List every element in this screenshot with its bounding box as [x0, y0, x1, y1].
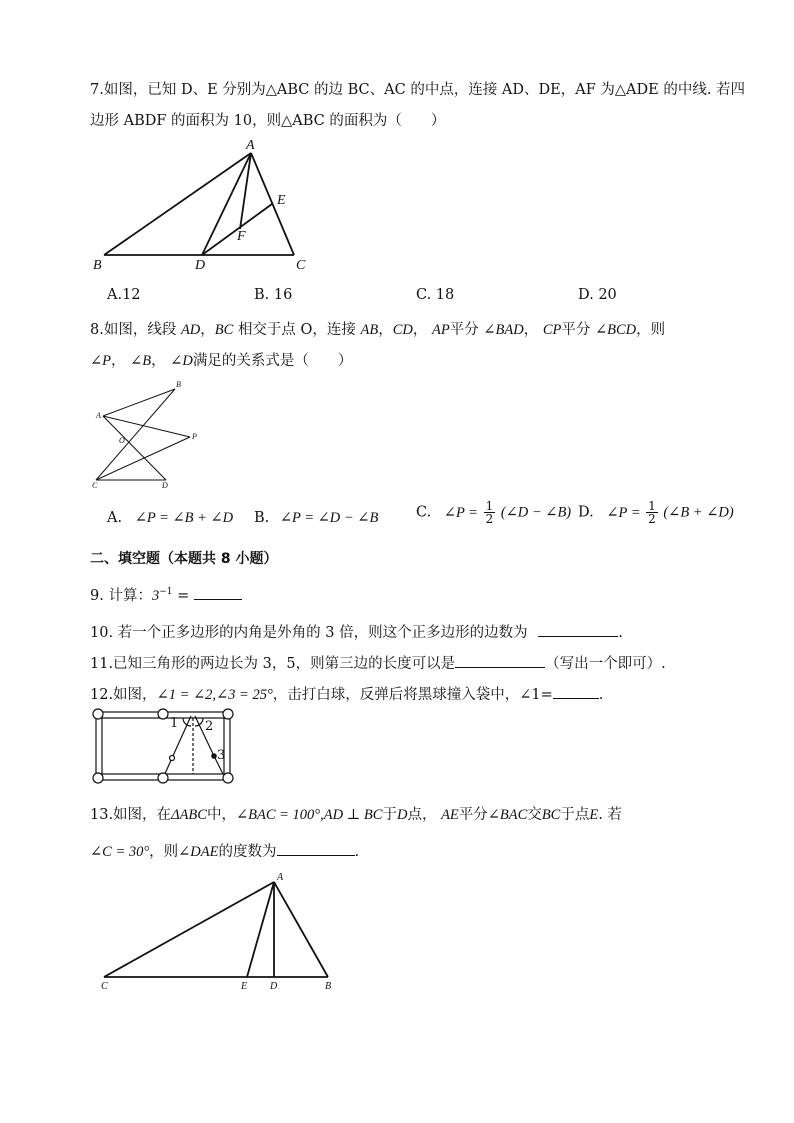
option-letter: B.	[254, 510, 270, 526]
q13-condition: ∠BAC = 100°,AD ⊥ BC	[235, 807, 383, 823]
q8-text: ，	[151, 353, 166, 369]
q13-text: 平分	[458, 807, 488, 823]
q8-text: ，	[523, 322, 539, 338]
q12-text: ，击打白球，反弹后将黑球撞入袋中，∠1=	[272, 687, 553, 703]
option-letter: D.	[578, 504, 594, 521]
q8-text: ，则	[636, 322, 666, 338]
q12-text: 12.如图，	[90, 687, 157, 703]
q8-text: 相交于点 O，连接	[237, 322, 356, 338]
q12-period: .	[598, 687, 604, 703]
q13-triangle: ΔABC	[171, 807, 207, 823]
q8-seg-ap: AP	[432, 322, 450, 338]
q8-angle-bad: ∠BAD	[483, 322, 524, 338]
section-heading: 二、填空题（本题共 8 小题）	[90, 551, 278, 567]
q7-option-a: A.12	[107, 287, 141, 303]
q7-stem-line1: 7.如图，已知 D、E 分别为△ABC 的边 BC、AC 的中点，连接 AD、DE，AF 为△ADE 的中线. 若四	[90, 82, 746, 98]
q8-angle-d: ∠D	[170, 353, 193, 369]
option-formula: (∠B + ∠D)	[663, 504, 734, 521]
option-formula: ∠P =	[443, 504, 478, 521]
q13-label-b: B	[325, 981, 332, 992]
q12-label-3: 3	[217, 748, 226, 763]
q7-option-d: D. 20	[578, 287, 617, 303]
q7-label-b: B	[93, 258, 102, 273]
q10-period: .	[618, 625, 623, 641]
q13-text: 的度数为	[218, 844, 277, 860]
q8-text: ，	[200, 322, 215, 338]
q7-option-c: C. 18	[416, 287, 455, 303]
q13-point-e: E	[589, 807, 599, 823]
option-formula: ∠P = ∠B + ∠D	[134, 510, 234, 526]
q13-seg-ae: AE	[441, 807, 459, 823]
q8-text: 平分	[561, 322, 591, 338]
fraction-numerator: 1	[648, 499, 656, 513]
q8-text: 平分	[449, 322, 479, 338]
q8-label-p: P	[192, 432, 197, 441]
q8-text: ，	[378, 322, 393, 338]
q13-seg-bc: BC	[541, 807, 561, 823]
q13-text: 点，	[407, 807, 437, 823]
q9-base: 3	[151, 588, 160, 604]
option-formula: (∠D − ∠B)	[500, 504, 572, 521]
q13-label-e: E	[241, 981, 248, 992]
q8-label-d: D	[162, 481, 168, 490]
q8-label-c: C	[92, 481, 98, 490]
option-letter: C.	[416, 504, 432, 521]
q7-label-d: D	[195, 258, 206, 273]
q8-angle-bcd: ∠BCD	[594, 322, 637, 338]
q13-text: 中，	[206, 807, 236, 823]
q12-condition: ∠1 = ∠2,∠3 = 25°	[156, 687, 273, 703]
q12-label-1: 1	[170, 716, 179, 731]
q13-angle-c: ∠C = 30°	[90, 844, 150, 860]
option-letter: A.	[107, 510, 123, 526]
q8-text: ，	[111, 353, 126, 369]
q7-option-b: B. 16	[254, 287, 293, 303]
q13-text: 交	[527, 807, 542, 823]
q10-text: 10. 若一个正多边形的内角是外角的 3 倍，则这个正多边形的边数为	[90, 625, 528, 641]
q11-tail: （写出一个即可）.	[545, 656, 666, 672]
q8-seg-cd: CD	[392, 322, 413, 338]
q13-period: .	[354, 844, 360, 860]
q13-text: 13.如图，在	[90, 807, 172, 823]
q8-seg-bc: BC	[214, 322, 234, 338]
fraction-denominator: 2	[648, 512, 656, 526]
q13-label-c: C	[101, 981, 108, 992]
q8-text: ，	[412, 322, 428, 338]
q8-label-o: O	[119, 436, 125, 445]
q8-text: 满足的关系式是（ ）	[192, 353, 353, 369]
q13-angle-bac: ∠BAC	[487, 807, 528, 823]
q9-text: 9. 计算：	[90, 588, 152, 604]
q13-text: 于点	[560, 807, 590, 823]
q13-point-d: D	[396, 807, 408, 823]
q12-label-2: 2	[205, 719, 214, 734]
option-formula: ∠P =	[606, 504, 641, 521]
fraction-numerator: 1	[485, 499, 494, 513]
q8-label-b: B	[176, 380, 181, 389]
q13-text: ，则	[149, 844, 179, 860]
q9-equals: =	[172, 588, 194, 604]
q8-angle-p: ∠P	[90, 353, 112, 369]
q8-seg-ab: AB	[360, 322, 379, 338]
q8-text: 8.如图，线段	[90, 322, 177, 338]
q8-seg-cp: CP	[542, 322, 562, 338]
q7-stem-line2: 边形 ABDF 的面积为 10，则△ABC 的面积为（ ）	[90, 113, 446, 129]
q13-angle-dae: ∠DAE	[178, 844, 219, 860]
q9-exponent: −1	[159, 587, 173, 598]
q7-label-e: E	[277, 193, 286, 208]
q7-label-c: C	[296, 258, 306, 273]
option-formula: ∠P = ∠D − ∠B	[279, 510, 379, 526]
q13-text: . 若	[598, 807, 622, 823]
fraction-denominator: 2	[485, 512, 494, 526]
q7-label-f: F	[237, 229, 246, 244]
q8-angle-b: ∠B	[130, 353, 152, 369]
q11-text: 11.已知三角形的两边长为 3，5，则第三边的长度可以是	[90, 656, 456, 672]
q13-text: 于	[382, 807, 397, 823]
q7-label-a: A	[246, 138, 255, 153]
q8-label-a: A	[96, 411, 101, 420]
q13-label-a: A	[277, 872, 284, 883]
q8-seg-ad: AD	[180, 322, 201, 338]
q13-label-d: D	[270, 981, 278, 992]
